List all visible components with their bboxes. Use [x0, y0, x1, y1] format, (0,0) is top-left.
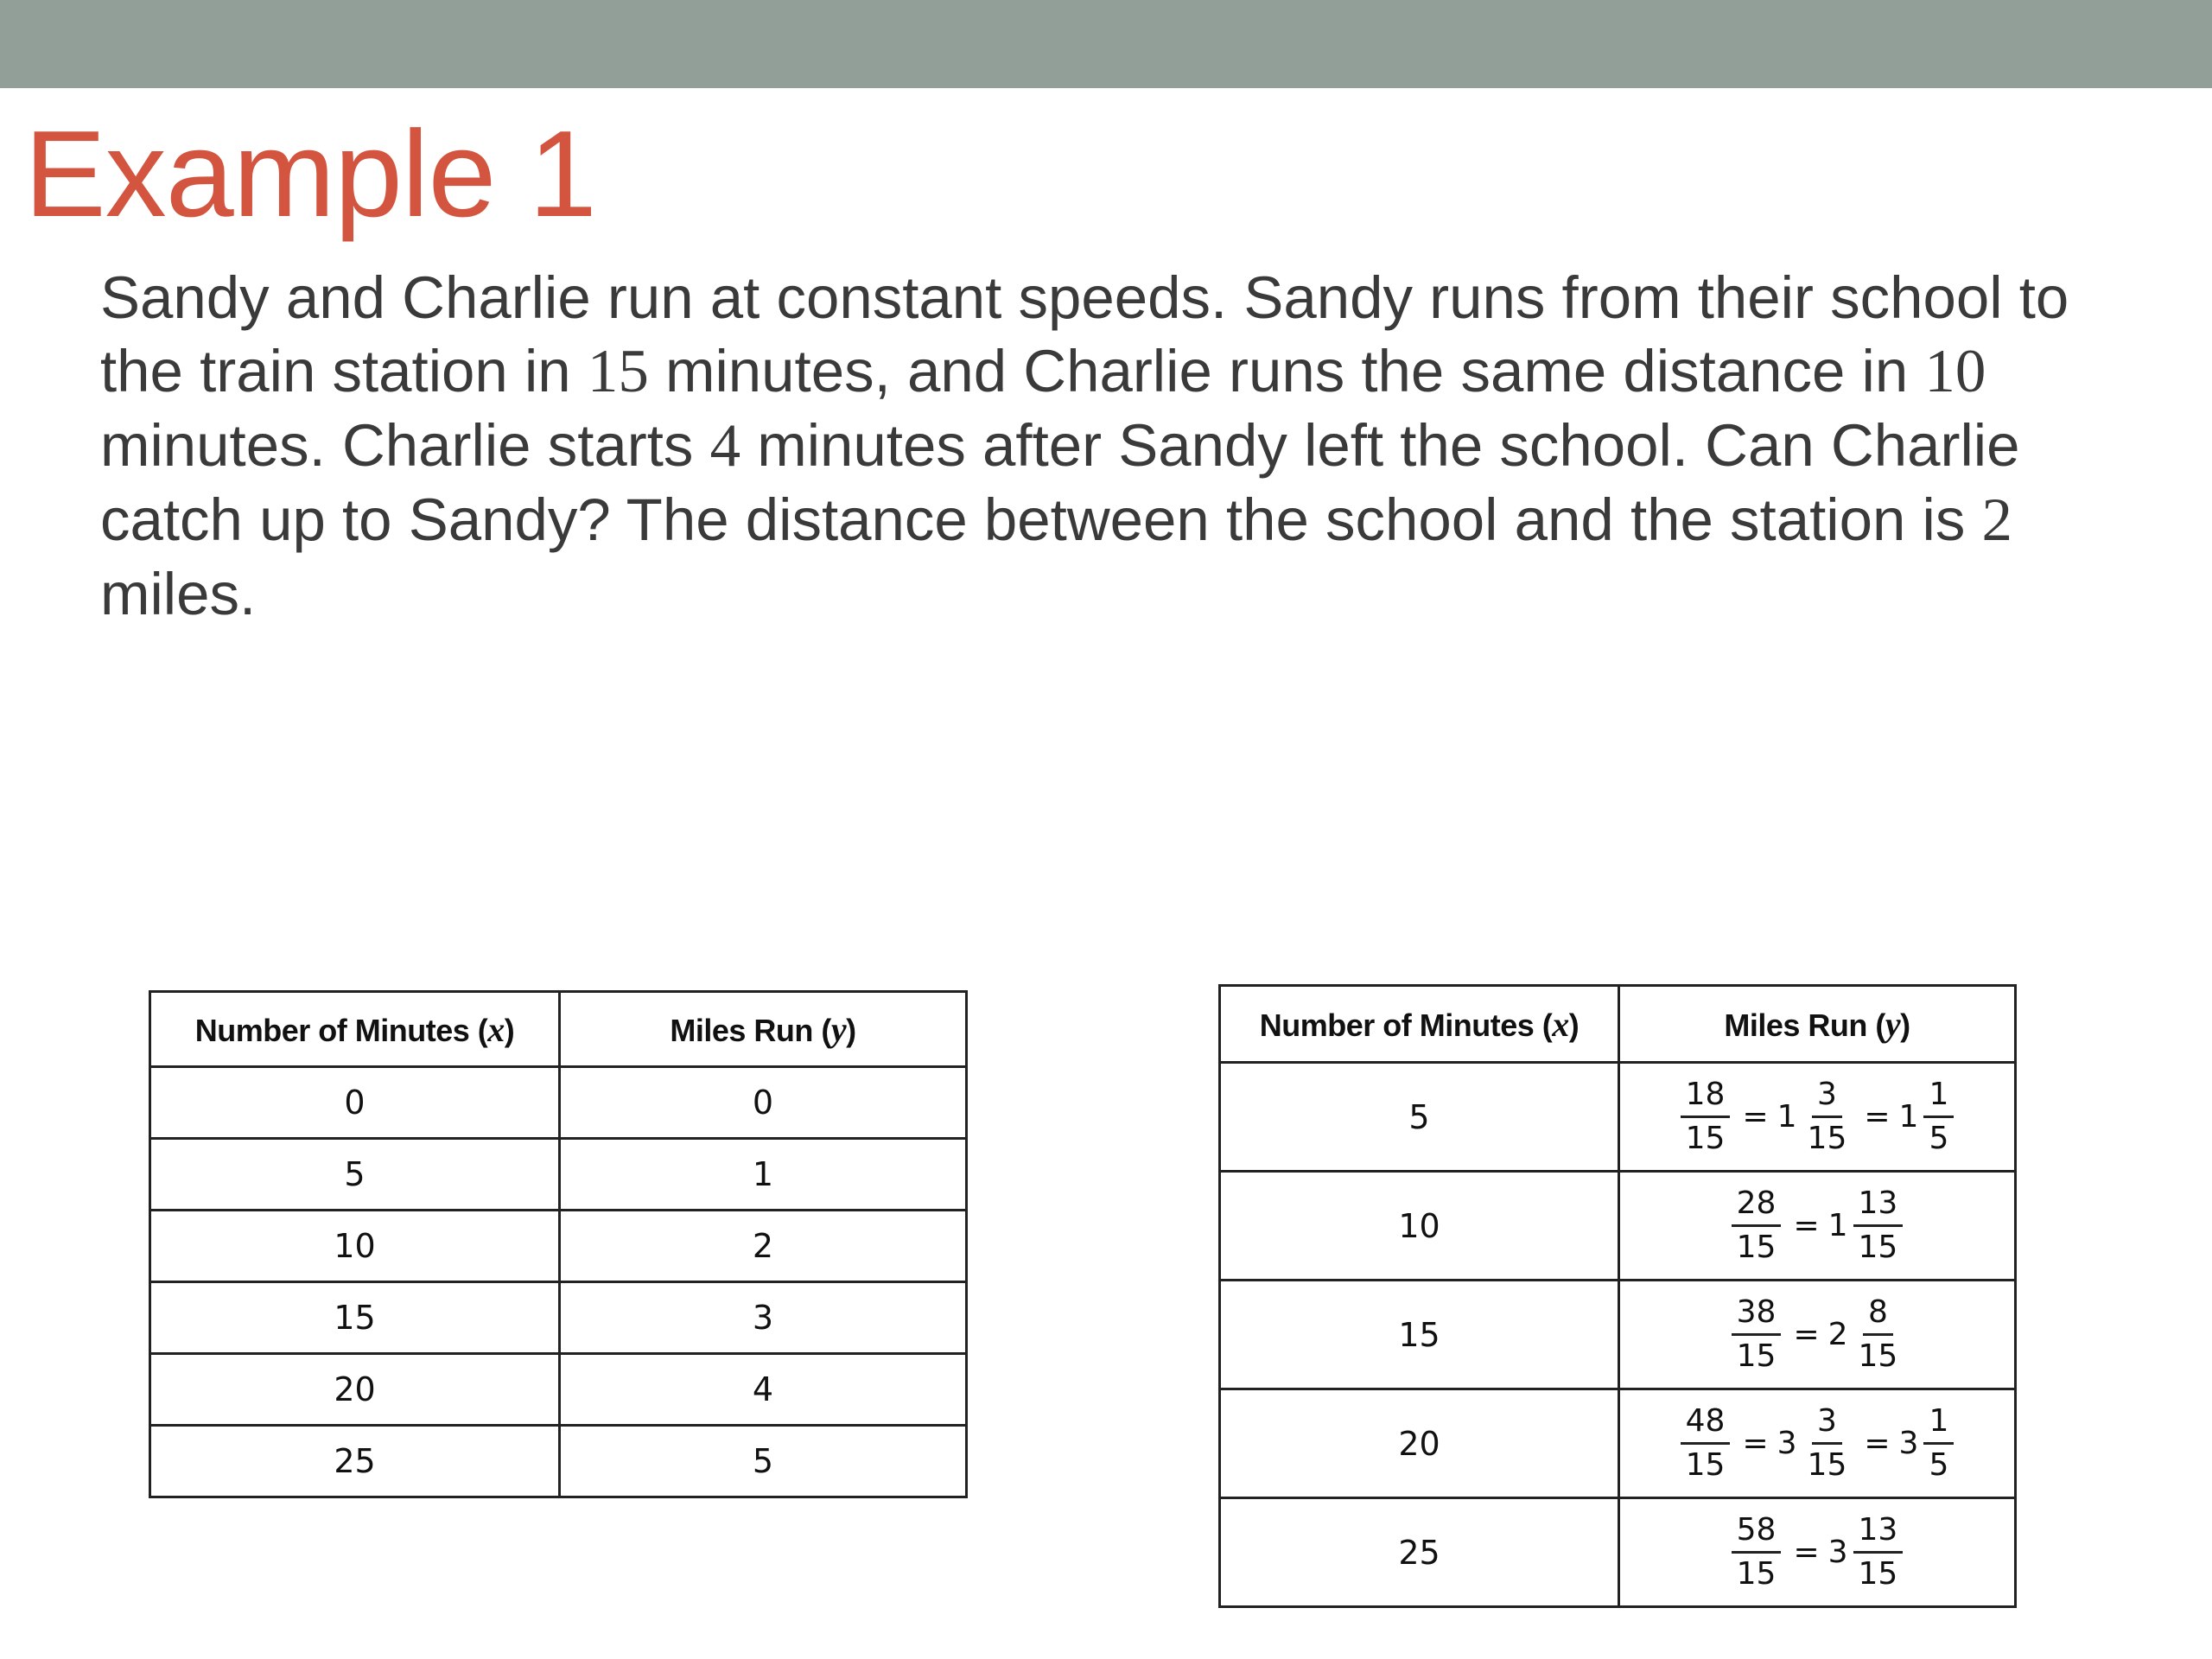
mixed-whole: 3 — [1827, 1535, 1848, 1570]
charlie-table — [149, 990, 968, 1498]
problem-statement — [100, 261, 2157, 631]
miles-cell — [1619, 1172, 2016, 1281]
fraction-expression — [1728, 1292, 1907, 1377]
minutes-cell: 25 — [1220, 1498, 1619, 1607]
minutes-cell: 15 — [1220, 1281, 1619, 1389]
header-bar — [0, 0, 2212, 88]
sandy-table — [1218, 984, 2017, 1608]
improper-fraction: $\frac{18}{15}$ — [1681, 1074, 1731, 1160]
minutes-column-header: Number of Minutes (x) — [150, 992, 560, 1067]
mixed-whole: 1 — [1827, 1208, 1848, 1243]
miles-cell: 1 — [560, 1139, 967, 1211]
y-variable: y — [1885, 1004, 1901, 1044]
problem-text: minutes, and Charlie runs the same distance in — [648, 338, 1925, 404]
miles-cell — [1619, 1281, 2016, 1389]
minutes-cell: 10 — [150, 1211, 560, 1282]
fraction-expression — [1728, 1183, 1907, 1268]
fraction-expression — [1677, 1074, 1958, 1160]
equals-sign: = — [1793, 1535, 1820, 1570]
problem-text: Sandy and Charlie run at constant speeds. Sandy runs from their school to the train station in — [100, 264, 2069, 404]
equals-sign: = — [1864, 1099, 1891, 1135]
table-row — [1220, 1389, 2016, 1498]
problem-number: 15 — [587, 338, 649, 405]
y-variable: y — [830, 1009, 847, 1049]
miles-cell: 3 — [560, 1282, 967, 1354]
minutes-cell: 10 — [1220, 1172, 1619, 1281]
problem-number: 4 — [709, 412, 741, 480]
fraction-expression — [1677, 1401, 1958, 1486]
slide-title: Example 1 — [24, 105, 596, 243]
mixed-fraction: $\frac{3}{15}$ — [1802, 1401, 1853, 1486]
miles-column-header: Miles Run (y) — [1619, 986, 2016, 1063]
table-row — [150, 1282, 967, 1354]
mixed-whole: 1 — [1777, 1099, 1797, 1135]
simplified-fraction: $\frac{1}{5}$ — [1923, 1074, 1954, 1160]
miles-cell: 0 — [560, 1067, 967, 1139]
minutes-cell: 5 — [150, 1139, 560, 1211]
miles-column-header: Miles Run (y) — [560, 992, 967, 1067]
simplified-whole: 3 — [1898, 1426, 1919, 1461]
minutes-column-header: Number of Minutes (x) — [1220, 986, 1619, 1063]
table-row — [1220, 1063, 2016, 1172]
table-row — [1220, 1281, 2016, 1389]
problem-number: 2 — [1981, 486, 2013, 554]
mixed-fraction: $\frac{8}{15}$ — [1853, 1292, 1904, 1377]
improper-fraction: $\frac{28}{15}$ — [1732, 1183, 1782, 1268]
mixed-fraction: $\frac{3}{15}$ — [1802, 1074, 1853, 1160]
table-row — [150, 1426, 967, 1497]
problem-text: minutes after Sandy left the school. Can Charlie catch up to Sandy? The distance between the school and the station is — [100, 412, 2020, 553]
table-row — [1220, 1172, 2016, 1281]
table-row — [150, 1211, 967, 1282]
table-row — [150, 1139, 967, 1211]
fraction-expression — [1728, 1510, 1907, 1595]
table-row — [150, 1354, 967, 1426]
table-row — [1220, 1498, 2016, 1607]
equals-sign: = — [1793, 1208, 1820, 1243]
improper-fraction: $\frac{58}{15}$ — [1732, 1510, 1782, 1595]
equals-sign: = — [1864, 1426, 1891, 1461]
x-variable: x — [1552, 1004, 1569, 1044]
improper-fraction: $\frac{38}{15}$ — [1732, 1292, 1782, 1377]
improper-fraction: $\frac{48}{15}$ — [1681, 1401, 1731, 1486]
equals-sign: = — [1742, 1426, 1769, 1461]
problem-number: 10 — [1924, 338, 1986, 405]
minutes-cell: 0 — [150, 1067, 560, 1139]
minutes-cell: 20 — [150, 1354, 560, 1426]
simplified-fraction: $\frac{1}{5}$ — [1923, 1401, 1954, 1486]
equals-sign: = — [1742, 1099, 1769, 1135]
miles-cell — [1619, 1498, 2016, 1607]
minutes-cell: 15 — [150, 1282, 560, 1354]
minutes-cell: 20 — [1220, 1389, 1619, 1498]
problem-text: minutes. Charlie starts — [100, 412, 710, 479]
miles-cell: 4 — [560, 1354, 967, 1426]
table-row — [150, 1067, 967, 1139]
mixed-fraction: $\frac{13}{15}$ — [1853, 1510, 1904, 1595]
miles-cell: 2 — [560, 1211, 967, 1282]
simplified-whole: 1 — [1898, 1099, 1919, 1135]
minutes-cell: 5 — [1220, 1063, 1619, 1172]
miles-cell — [1619, 1389, 2016, 1498]
miles-cell: 5 — [560, 1426, 967, 1497]
miles-cell — [1619, 1063, 2016, 1172]
table-header-row — [150, 992, 967, 1067]
minutes-cell: 25 — [150, 1426, 560, 1497]
table-header-row — [1220, 986, 2016, 1063]
mixed-whole: 3 — [1777, 1426, 1797, 1461]
equals-sign: = — [1793, 1317, 1820, 1352]
problem-text: miles. — [100, 561, 257, 627]
mixed-fraction: $\frac{13}{15}$ — [1853, 1183, 1904, 1268]
mixed-whole: 2 — [1827, 1317, 1848, 1352]
x-variable: x — [487, 1009, 505, 1049]
